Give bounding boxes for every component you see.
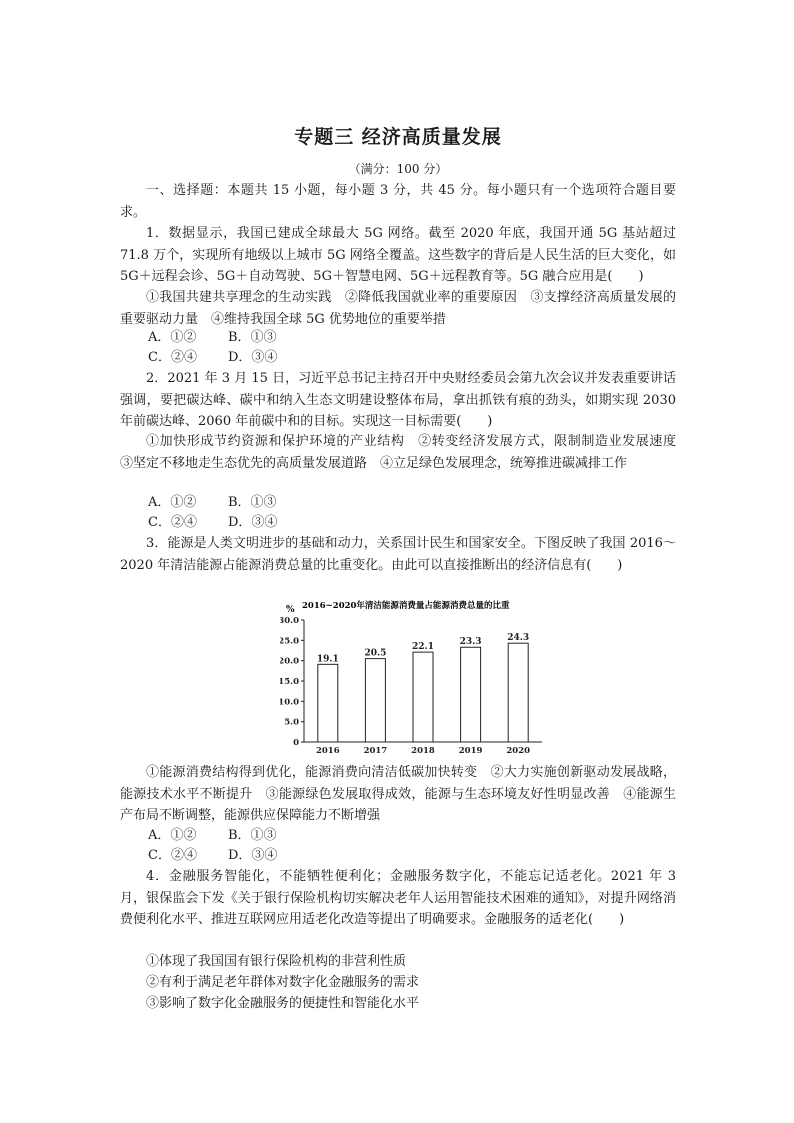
question-3-options-row2 — [148, 845, 308, 866]
question-2-items: ①加快形成节约资源和保护环境的产业结构 ②转变经济发展方式，限制制造业发展速度 ③坚定不移地走生态优先的高质量发展道路 ④立足绿色发展理念，统筹推进碳减排工作 — [120, 434, 690, 471]
question-4-item-1: ①体现了我国国有银行保险机构的非营利性质 — [146, 954, 407, 969]
question-3-stem: 3．能源是人类文明进步的基础和动力，关系国计民生和国家安全。下图反映了我国 2016～2020 年清洁能源占能源消费总量的比重变化。由此可以直接推断出的经济信息有( ) — [120, 536, 676, 573]
chart-bar — [508, 643, 528, 742]
question-1-options-row2 — [148, 347, 308, 368]
chart-y-tick-label: 0 — [293, 738, 299, 748]
question-1-items: ①我国共建共享理念的生动实践 ②降低我国就业率的重要原因 ③支撑经济高质量发展的重要驱动力量 ④维持我国全球 5G 优势地位的重要举措 — [120, 290, 676, 327]
chart-x-tick-label: 2020 — [506, 746, 531, 756]
chart-y-tick-label: 25.0 — [280, 636, 299, 647]
question-1-options-row1 — [148, 327, 308, 348]
score-note: （满分：100 分） — [348, 162, 448, 176]
chart-container — [280, 596, 550, 756]
chart-y-tick-label: 10.0 — [280, 697, 299, 708]
option-a: A．①② — [148, 828, 197, 843]
chart-bar — [461, 647, 481, 742]
chart-x-tick-label: 2016 — [315, 746, 340, 756]
chart-data-label: 23.3 — [459, 637, 482, 648]
chart-y-tick-label: 30.0 — [280, 616, 299, 626]
question-2-stem: 2．2021 年 3 月 15 日，习近平总书记主持召开中央财经委员会第九次会议并发表重要讲话强调，要把碳达峰、碳中和纳入生态文明建设整体布局，拿出抓铁有痕的劲头，如期实现 2030 年前碳达峰、2060 年前碳中和的目标。实现这一目标需要( ) — [120, 371, 676, 429]
chart-bar — [365, 659, 385, 742]
chart-y-tick-label: 20.0 — [280, 656, 299, 667]
option-d: D．③④ — [228, 350, 278, 365]
option-c: C．②④ — [148, 515, 197, 530]
chart-x-tick-label: 2018 — [411, 746, 435, 756]
bar-chart — [280, 596, 550, 756]
chart-data-label: 19.1 — [316, 654, 339, 665]
option-d: D．③④ — [228, 848, 278, 863]
chart-y-tick-label: 5.0 — [284, 717, 299, 728]
option-b: B．①③ — [228, 330, 277, 345]
chart-y-tick-label: 15.0 — [280, 677, 299, 687]
chart-bar — [318, 664, 338, 742]
option-a: A．①② — [148, 495, 197, 510]
chart-data-label: 22.1 — [412, 642, 434, 653]
question-2-options-row1 — [148, 492, 308, 513]
option-d: D．③④ — [228, 515, 278, 530]
option-b: B．①③ — [228, 828, 277, 843]
chart-title: 2016~2020年清洁能源消费量占能源消费总量的比重 — [302, 601, 510, 611]
question-3-options-row1 — [148, 825, 308, 846]
option-a: A．①② — [148, 330, 197, 345]
page-title: 专题三 经济高质量发展 — [294, 126, 502, 148]
question-2-options-row2 — [148, 512, 308, 533]
question-4-item-2: ②有利于满足老年群体对数字化金融服务的需求 — [146, 975, 420, 990]
chart-data-label: 20.5 — [364, 648, 387, 659]
question-4-stem: 4．金融服务智能化，不能牺牲便利化；金融服务数字化，不能忘记适老化。2021 年 3 月，银保监会下发《关于银行保险机构切实解决老年人运用智能技术困难的通知》，对提升网络消费便利化水平、推进互联网应用适老化改造等提出了明确要求。金融服务的适老化( ) — [120, 869, 676, 927]
option-c: C．②④ — [148, 848, 197, 863]
chart-x-tick-label: 2019 — [458, 746, 483, 756]
chart-bar — [413, 652, 433, 742]
chart-data-label: 24.3 — [507, 633, 530, 644]
section-heading: 一、选择题：本题共 15 小题，每小题 3 分，共 45 分。每小题只有一个选项符合题目要求。 — [120, 183, 676, 220]
question-4-item-3: ③影响了数字化金融服务的便捷性和智能化水平 — [146, 996, 420, 1011]
question-3-items: ①能源消费结构得到优化，能源消费向清洁低碳加快转变 ②大力实施创新驱动发展战略，能源技术水平不断提升 ③能源绿色发展取得成效，能源与生态环境友好性明显改善 ④能源生产布局不断调整，能源供应保障能力不断增强 — [120, 765, 676, 823]
chart-x-tick-label: 2017 — [363, 746, 388, 756]
chart-y-unit: % — [286, 605, 295, 615]
option-b: B．①③ — [228, 495, 277, 510]
question-1-stem: 1．数据显示，我国已建成全球最大 5G 网络。截至 2020 年底，我国开通 5G 基站超过 71.8 万个，实现所有地级以上城市 5G 网络全覆盖。这些数字的背后是人民生活的巨大变化，如 5G＋远程会诊、5G＋自动驾驶、5G＋智慧电网、5G＋远程教育等。5G 融合应用是( ) — [120, 226, 676, 284]
option-c: C．②④ — [148, 350, 197, 365]
